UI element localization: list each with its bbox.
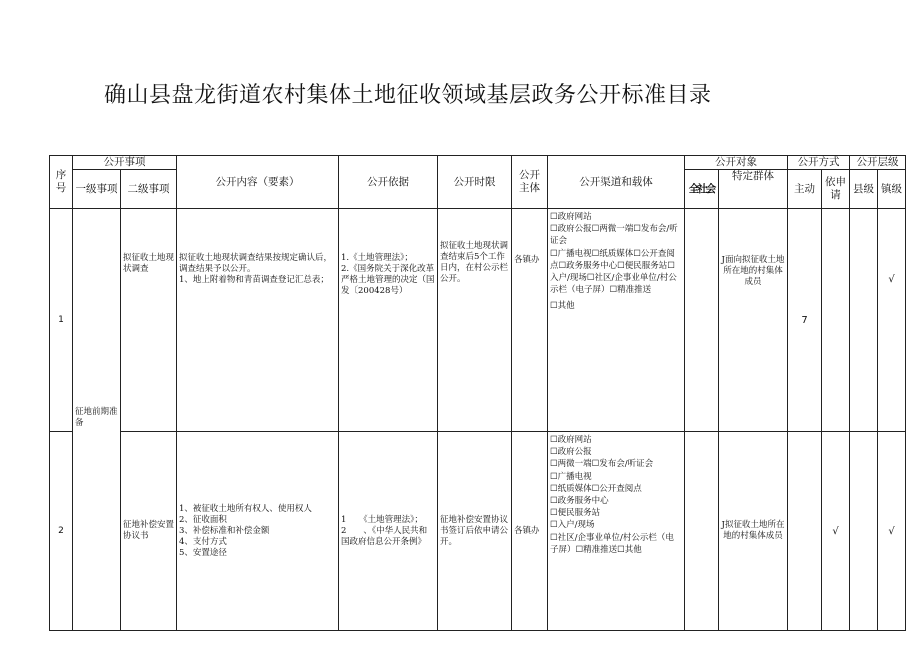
channel-item: ☐两微一端☐发布会/听证会 — [550, 459, 654, 470]
row-target-specific: J拟征收土地所在地的村集体成员 — [719, 432, 788, 631]
header-method: 公开方式 — [788, 156, 850, 170]
row-level2: 拟征收土地现状调查 — [121, 209, 177, 432]
header-target: 公开对象 — [685, 156, 788, 170]
row-subject: 各镇办 — [512, 432, 548, 631]
header-public-matter: 公开事项 — [73, 156, 177, 170]
row-channels — [548, 432, 685, 631]
row-time-limit: 拟征收土地现状调查结束后5个工作日内，在村公示栏公开。 — [438, 209, 512, 432]
level1-item: 征地前期准备 — [73, 209, 121, 631]
channel-item: ☐社区/企事业单位/村公示栏（电子屏）☐精准推送☐其他 — [550, 532, 674, 555]
row-county — [850, 432, 878, 631]
channel-item: ☐政府公报 — [550, 447, 592, 458]
row-content: 1、被征收土地所有权人、使用权人 2、征收面积 3、补偿标准和补偿金额 4、支付方式 5、安置途径 — [177, 432, 339, 631]
channel-item: ☐政府网站 — [550, 212, 592, 222]
row-active: 7 — [788, 209, 822, 432]
header-seq: 序号 — [50, 156, 73, 209]
channel-item: ☐纸质媒体☐公开查阅点 — [550, 483, 642, 494]
row-county — [850, 209, 878, 432]
row-time-limit: 征地补偿安置协议书签订后依申请公开。 — [438, 432, 512, 631]
row-apply — [822, 209, 850, 432]
page-title: 确山县盘龙街道农村集体土地征收领域基层政务公开标准目录 — [104, 83, 712, 108]
row-basis: 1 《土地管理法》； 2 、《中华人民共和国政府信息公开条例》 — [339, 432, 438, 631]
row-subject: 各镇办 — [512, 209, 548, 432]
row-target-all — [685, 209, 719, 432]
header-target-specific: 特定群体 — [719, 170, 788, 209]
row-content: 拟征收土地现状调查结果按规定确认后，调查结果予以公开。 1、地上附着物和青苗调查登记汇总表； — [177, 209, 339, 432]
channel-item: ☐政务服务中心 — [550, 496, 609, 507]
row-channels — [548, 209, 685, 432]
header-level: 公开层级 — [850, 156, 906, 170]
row-target-all — [685, 432, 719, 631]
channel-item: ☐入户/现场 — [550, 520, 595, 531]
table-row — [50, 209, 906, 432]
directory-table — [49, 155, 906, 631]
row-basis: 1.《土地管理法》； 2.《国务院关于深化改革严格土地管理的决定（国发〔200428号） — [339, 209, 438, 432]
channel-item: ☐广播电视 — [550, 471, 592, 482]
header-content: 公开内容（要素） — [177, 156, 339, 209]
row-seq: 1 — [50, 209, 73, 432]
header-time-limit: 公开时限 — [438, 156, 512, 209]
row-target-specific: J面向拟征收土地所在地的村集体成员 — [719, 209, 788, 432]
header-level1: 一级事项 — [73, 170, 121, 209]
header-method-active: 主动 — [788, 170, 822, 209]
channel-item: ☐广播电视☐纸质媒体☐公开查阅点☐政务服务中心☐便民服务站☐入户/现场☐社区/企事业单位/村公示栏（电子屏）☐精准推送 — [550, 248, 677, 296]
row-active — [788, 432, 822, 631]
row-apply: √ — [822, 432, 850, 631]
row-town: √ — [878, 209, 906, 432]
header-channel: 公开渠道和载体 — [548, 156, 685, 209]
header-level2: 二级事项 — [121, 170, 177, 209]
row-town: √ — [878, 432, 906, 631]
row-level2: 征地补偿安置协议书 — [121, 432, 177, 631]
header-level-county: 县级 — [850, 170, 878, 209]
header-level-town: 镇级 — [878, 170, 906, 209]
header-subject: 公开主体 — [512, 156, 548, 209]
header-row-1 — [50, 156, 906, 170]
header-target-all: 全社会 — [685, 170, 719, 209]
channel-item: ☐政府公报☐两微一端☐发布会/听证会 — [550, 224, 678, 247]
header-basis: 公开依据 — [339, 156, 438, 209]
channel-item: ☐政府网站 — [550, 435, 592, 445]
header-method-apply: 依申请 — [822, 170, 850, 209]
table-row — [50, 432, 906, 631]
channel-item: ☐其他 — [550, 301, 575, 312]
channel-item: ☐便民服务站 — [550, 508, 601, 519]
row-seq: 2 — [50, 432, 73, 631]
